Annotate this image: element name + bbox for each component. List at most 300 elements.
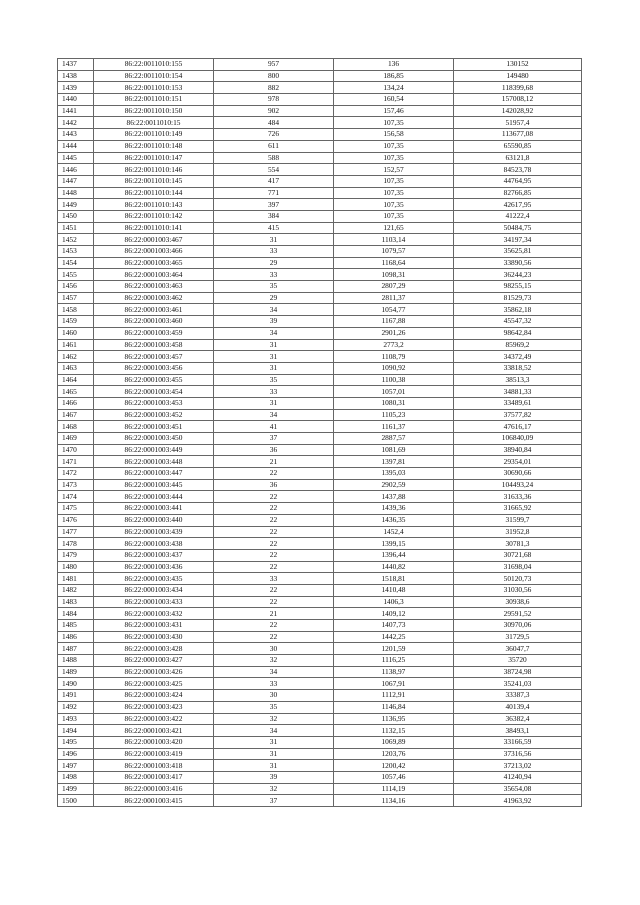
row-number-cell: 1470 [58,444,94,456]
value-cell: 157,46 [334,105,454,117]
table-row [58,701,582,713]
quantity-cell: 31 [214,362,334,374]
total-cell: 31665,92 [454,503,582,515]
quantity-cell: 29 [214,292,334,304]
total-cell: 50484,75 [454,222,582,234]
table-row [58,140,582,152]
table-row [58,783,582,795]
total-cell: 34881,33 [454,386,582,398]
value-cell: 1103,14 [334,234,454,246]
cadastral-number-cell: 86:22:0011010:144 [94,187,214,199]
row-number-cell: 1468 [58,421,94,433]
cadastral-number-cell: 86:22:0001003:428 [94,643,214,655]
cadastral-number-cell: 86:22:0001003:460 [94,316,214,328]
value-cell: 2901,26 [334,327,454,339]
row-number-cell: 1496 [58,748,94,760]
quantity-cell: 588 [214,152,334,164]
row-number-cell: 1480 [58,561,94,573]
quantity-cell: 417 [214,175,334,187]
value-cell: 1406,3 [334,596,454,608]
cadastral-number-cell: 86:22:0001003:425 [94,678,214,690]
total-cell: 84523,78 [454,164,582,176]
value-cell: 1203,76 [334,748,454,760]
cadastral-number-cell: 86:22:0001003:458 [94,339,214,351]
value-cell: 1112,91 [334,690,454,702]
cadastral-number-cell: 86:22:0001003:415 [94,795,214,807]
total-cell: 30690,66 [454,468,582,480]
table-row [58,444,582,456]
cadastral-number-cell: 86:22:0001003:463 [94,281,214,293]
value-cell: 1440,82 [334,561,454,573]
cadastral-number-cell: 86:22:0001003:422 [94,713,214,725]
row-number-cell: 1460 [58,327,94,339]
row-number-cell: 1483 [58,596,94,608]
cadastral-number-cell: 86:22:0001003:423 [94,701,214,713]
quantity-cell: 31 [214,397,334,409]
quantity-cell: 35 [214,374,334,386]
cadastral-number-cell: 86:22:0001003:436 [94,561,214,573]
value-cell: 1200,42 [334,760,454,772]
cadastral-number-cell: 86:22:0001003:454 [94,386,214,398]
quantity-cell: 37 [214,433,334,445]
table-row [58,210,582,222]
quantity-cell: 39 [214,316,334,328]
table-row [58,678,582,690]
row-number-cell: 1437 [58,59,94,71]
row-number-cell: 1497 [58,760,94,772]
total-cell: 29354,01 [454,456,582,468]
quantity-cell: 978 [214,94,334,106]
total-cell: 41222,4 [454,210,582,222]
value-cell: 1452,4 [334,526,454,538]
cadastral-number-cell: 86:22:0011010:15 [94,117,214,129]
row-number-cell: 1449 [58,199,94,211]
cadastral-number-cell: 86:22:0011010:150 [94,105,214,117]
table-row [58,152,582,164]
table-row [58,246,582,258]
cadastral-number-cell: 86:22:0001003:448 [94,456,214,468]
value-cell: 1168,64 [334,257,454,269]
value-cell: 1098,31 [334,269,454,281]
quantity-cell: 32 [214,655,334,667]
table-row [58,549,582,561]
quantity-cell: 34 [214,304,334,316]
value-cell: 107,35 [334,117,454,129]
value-cell: 1079,57 [334,246,454,258]
total-cell: 33890,56 [454,257,582,269]
total-cell: 35241,03 [454,678,582,690]
value-cell: 1437,88 [334,491,454,503]
quantity-cell: 771 [214,187,334,199]
value-cell: 1161,37 [334,421,454,433]
table-row [58,316,582,328]
table-row [58,117,582,129]
quantity-cell: 33 [214,573,334,585]
cadastral-number-cell: 86:22:0001003:450 [94,433,214,445]
value-cell: 1409,12 [334,608,454,620]
table-row [58,748,582,760]
cadastral-number-cell: 86:22:0001003:459 [94,327,214,339]
value-cell: 156,58 [334,129,454,141]
value-cell: 1057,01 [334,386,454,398]
total-cell: 30970,06 [454,620,582,632]
row-number-cell: 1459 [58,316,94,328]
table-row [58,526,582,538]
total-cell: 44764,95 [454,175,582,187]
total-cell: 33818,52 [454,362,582,374]
quantity-cell: 33 [214,386,334,398]
table-row [58,281,582,293]
quantity-cell: 554 [214,164,334,176]
table-row [58,491,582,503]
table-row [58,175,582,187]
value-cell: 1100,38 [334,374,454,386]
quantity-cell: 34 [214,409,334,421]
table-row [58,397,582,409]
total-cell: 81529,73 [454,292,582,304]
row-number-cell: 1474 [58,491,94,503]
row-number-cell: 1466 [58,397,94,409]
row-number-cell: 1494 [58,725,94,737]
total-cell: 31698,04 [454,561,582,573]
table-row [58,129,582,141]
total-cell: 38940,84 [454,444,582,456]
table-row [58,187,582,199]
cadastral-number-cell: 86:22:0001003:466 [94,246,214,258]
cadastral-number-cell: 86:22:0001003:441 [94,503,214,515]
table-row [58,362,582,374]
total-cell: 37316,56 [454,748,582,760]
cadastral-number-cell: 86:22:0001003:438 [94,538,214,550]
total-cell: 38724,98 [454,666,582,678]
total-cell: 35625,81 [454,246,582,258]
total-cell: 98642,84 [454,327,582,339]
cadastral-number-cell: 86:22:0011010:143 [94,199,214,211]
value-cell: 1407,73 [334,620,454,632]
total-cell: 40139,4 [454,701,582,713]
total-cell: 33166,59 [454,736,582,748]
row-number-cell: 1448 [58,187,94,199]
table-row [58,339,582,351]
value-cell: 1410,48 [334,584,454,596]
row-number-cell: 1458 [58,304,94,316]
quantity-cell: 31 [214,339,334,351]
total-cell: 51957,4 [454,117,582,129]
value-cell: 1518,81 [334,573,454,585]
quantity-cell: 33 [214,246,334,258]
row-number-cell: 1453 [58,246,94,258]
quantity-cell: 22 [214,526,334,538]
value-cell: 134,24 [334,82,454,94]
table-row [58,690,582,702]
cadastral-number-cell: 86:22:0001003:439 [94,526,214,538]
total-cell: 33489,61 [454,397,582,409]
table-row [58,771,582,783]
total-cell: 47616,17 [454,421,582,433]
value-cell: 1396,44 [334,549,454,561]
quantity-cell: 22 [214,549,334,561]
total-cell: 63121,8 [454,152,582,164]
total-cell: 29591,52 [454,608,582,620]
cadastral-number-cell: 86:22:0011010:153 [94,82,214,94]
row-number-cell: 1464 [58,374,94,386]
table-row [58,374,582,386]
row-number-cell: 1485 [58,620,94,632]
cadastral-number-cell: 86:22:0001003:456 [94,362,214,374]
total-cell: 142028,92 [454,105,582,117]
cadastral-number-cell: 86:22:0001003:464 [94,269,214,281]
table-row [58,292,582,304]
value-cell: 1167,88 [334,316,454,328]
row-number-cell: 1456 [58,281,94,293]
quantity-cell: 22 [214,596,334,608]
quantity-cell: 31 [214,736,334,748]
total-cell: 36244,23 [454,269,582,281]
value-cell: 1069,89 [334,736,454,748]
total-cell: 31952,8 [454,526,582,538]
table-row [58,234,582,246]
row-number-cell: 1443 [58,129,94,141]
cadastral-number-cell: 86:22:0011010:141 [94,222,214,234]
quantity-cell: 35 [214,701,334,713]
row-number-cell: 1500 [58,795,94,807]
table-row [58,433,582,445]
cadastral-number-cell: 86:22:0001003:440 [94,514,214,526]
row-number-cell: 1495 [58,736,94,748]
row-number-cell: 1488 [58,655,94,667]
row-number-cell: 1439 [58,82,94,94]
value-cell: 136 [334,59,454,71]
cadastral-number-cell: 86:22:0001003:435 [94,573,214,585]
quantity-cell: 29 [214,257,334,269]
total-cell: 37577,82 [454,409,582,421]
value-cell: 186,85 [334,70,454,82]
row-number-cell: 1475 [58,503,94,515]
total-cell: 82766,85 [454,187,582,199]
cadastral-number-cell: 86:22:0001003:461 [94,304,214,316]
value-cell: 121,65 [334,222,454,234]
row-number-cell: 1481 [58,573,94,585]
quantity-cell: 22 [214,620,334,632]
row-number-cell: 1440 [58,94,94,106]
total-cell: 113677,08 [454,129,582,141]
value-cell: 1054,77 [334,304,454,316]
cadastral-number-cell: 86:22:0001003:427 [94,655,214,667]
table-row [58,596,582,608]
table-row [58,164,582,176]
quantity-cell: 22 [214,538,334,550]
quantity-cell: 22 [214,561,334,573]
table-row [58,70,582,82]
cadastral-number-cell: 86:22:0001003:421 [94,725,214,737]
cadastral-number-cell: 86:22:0011010:151 [94,94,214,106]
row-number-cell: 1498 [58,771,94,783]
value-cell: 107,35 [334,152,454,164]
value-cell: 2811,37 [334,292,454,304]
row-number-cell: 1493 [58,713,94,725]
table-row [58,608,582,620]
quantity-cell: 33 [214,678,334,690]
table-row [58,409,582,421]
cadastral-number-cell: 86:22:0011010:145 [94,175,214,187]
total-cell: 50120,73 [454,573,582,585]
quantity-cell: 31 [214,234,334,246]
total-cell: 104493,24 [454,479,582,491]
table-row [58,257,582,269]
value-cell: 2807,29 [334,281,454,293]
value-cell: 107,35 [334,187,454,199]
row-number-cell: 1462 [58,351,94,363]
value-cell: 1132,15 [334,725,454,737]
quantity-cell: 30 [214,690,334,702]
value-cell: 1057,46 [334,771,454,783]
table-row [58,421,582,433]
row-number-cell: 1438 [58,70,94,82]
total-cell: 34197,34 [454,234,582,246]
table-row [58,327,582,339]
cadastral-number-cell: 86:22:0001003:462 [94,292,214,304]
quantity-cell: 22 [214,503,334,515]
total-cell: 38513,3 [454,374,582,386]
table-row [58,795,582,807]
value-cell: 107,35 [334,175,454,187]
row-number-cell: 1489 [58,666,94,678]
row-number-cell: 1476 [58,514,94,526]
cadastral-number-cell: 86:22:0001003:467 [94,234,214,246]
table-row [58,538,582,550]
cadastral-number-cell: 86:22:0001003:424 [94,690,214,702]
cadastral-number-cell: 86:22:0001003:418 [94,760,214,772]
total-cell: 31633,36 [454,491,582,503]
quantity-cell: 22 [214,584,334,596]
total-cell: 31030,56 [454,584,582,596]
value-cell: 1395,03 [334,468,454,480]
value-cell: 1146,84 [334,701,454,713]
table-row [58,631,582,643]
value-cell: 1134,16 [334,795,454,807]
cadastral-number-cell: 86:22:0011010:142 [94,210,214,222]
value-cell: 1081,69 [334,444,454,456]
quantity-cell: 882 [214,82,334,94]
total-cell: 41963,92 [454,795,582,807]
row-number-cell: 1486 [58,631,94,643]
value-cell: 1080,31 [334,397,454,409]
cadastral-table [57,58,582,807]
value-cell: 107,35 [334,140,454,152]
row-number-cell: 1478 [58,538,94,550]
cadastral-number-cell: 86:22:0001003:430 [94,631,214,643]
row-number-cell: 1487 [58,643,94,655]
quantity-cell: 22 [214,631,334,643]
table-body [58,59,582,807]
table-row [58,456,582,468]
total-cell: 45547,32 [454,316,582,328]
total-cell: 149480 [454,70,582,82]
total-cell: 118399,68 [454,82,582,94]
value-cell: 1138,97 [334,666,454,678]
value-cell: 1201,59 [334,643,454,655]
quantity-cell: 611 [214,140,334,152]
table-row [58,304,582,316]
row-number-cell: 1451 [58,222,94,234]
total-cell: 30938,6 [454,596,582,608]
total-cell: 38493,1 [454,725,582,737]
quantity-cell: 37 [214,795,334,807]
table-row [58,82,582,94]
quantity-cell: 33 [214,269,334,281]
row-number-cell: 1444 [58,140,94,152]
value-cell: 107,35 [334,199,454,211]
row-number-cell: 1467 [58,409,94,421]
table-row [58,514,582,526]
quantity-cell: 31 [214,760,334,772]
table-row [58,620,582,632]
cadastral-number-cell: 86:22:0011010:155 [94,59,214,71]
value-cell: 2773,2 [334,339,454,351]
table-row [58,503,582,515]
row-number-cell: 1471 [58,456,94,468]
value-cell: 1105,23 [334,409,454,421]
value-cell: 152,57 [334,164,454,176]
total-cell: 34372,49 [454,351,582,363]
cadastral-number-cell: 86:22:0001003:432 [94,608,214,620]
row-number-cell: 1477 [58,526,94,538]
value-cell: 1397,81 [334,456,454,468]
table-row [58,269,582,281]
cadastral-number-cell: 86:22:0001003:431 [94,620,214,632]
row-number-cell: 1450 [58,210,94,222]
quantity-cell: 34 [214,327,334,339]
value-cell: 2902,59 [334,479,454,491]
quantity-cell: 36 [214,479,334,491]
quantity-cell: 484 [214,117,334,129]
table-row [58,713,582,725]
cadastral-number-cell: 86:22:0001003:420 [94,736,214,748]
table-row [58,573,582,585]
row-number-cell: 1452 [58,234,94,246]
table-row [58,351,582,363]
total-cell: 30781,3 [454,538,582,550]
row-number-cell: 1455 [58,269,94,281]
table-row [58,105,582,117]
total-cell: 33387,3 [454,690,582,702]
quantity-cell: 31 [214,748,334,760]
table-row [58,760,582,772]
cadastral-number-cell: 86:22:0011010:154 [94,70,214,82]
row-number-cell: 1482 [58,584,94,596]
value-cell: 1436,35 [334,514,454,526]
quantity-cell: 31 [214,351,334,363]
quantity-cell: 39 [214,771,334,783]
quantity-cell: 32 [214,783,334,795]
row-number-cell: 1473 [58,479,94,491]
cadastral-number-cell: 86:22:0001003:434 [94,584,214,596]
cadastral-number-cell: 86:22:0001003:451 [94,421,214,433]
table-row [58,643,582,655]
row-number-cell: 1484 [58,608,94,620]
table-row [58,222,582,234]
cadastral-number-cell: 86:22:0001003:437 [94,549,214,561]
cadastral-number-cell: 86:22:0001003:455 [94,374,214,386]
row-number-cell: 1442 [58,117,94,129]
table-row [58,736,582,748]
row-number-cell: 1446 [58,164,94,176]
total-cell: 41240,94 [454,771,582,783]
cadastral-number-cell: 86:22:0001003:445 [94,479,214,491]
cadastral-number-cell: 86:22:0011010:148 [94,140,214,152]
value-cell: 1108,79 [334,351,454,363]
quantity-cell: 21 [214,456,334,468]
